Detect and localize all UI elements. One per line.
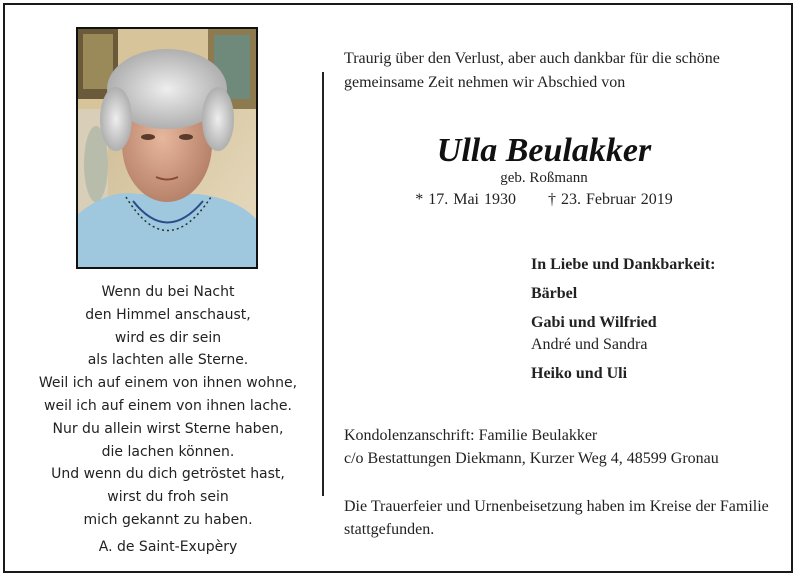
family-member-sub: André und Sandra	[531, 336, 648, 353]
poem-line: mich gekannt zu haben.	[83, 511, 253, 528]
condolence-address	[344, 424, 784, 470]
poem-line: die lachen können.	[101, 443, 235, 460]
birth-name: geb. Roßmann	[500, 170, 588, 186]
poem-line: Und wenn du dich getröstet hast,	[51, 466, 285, 483]
intro-text: Traurig über den Verlust, aber auch dankbar für die schöne gemeinsame Zeit nehmen wir Abschied von	[344, 50, 720, 91]
poem-line: als lachten alle Sterne.	[87, 352, 249, 369]
condolence-line: Kondolenzanschrift: Familie Beulakker	[344, 427, 598, 444]
portrait-image	[78, 29, 256, 267]
poem-line: weil ich auf einem von ihnen lache.	[44, 397, 292, 414]
poem-author: A. de Saint-Exupèry	[98, 538, 238, 555]
deceased-name: Ulla Beulakker	[436, 132, 652, 169]
life-dates	[344, 191, 744, 209]
poem-line: Wenn du bei Nacht	[101, 284, 235, 300]
poem-line: den Himmel anschaust,	[85, 306, 251, 323]
family-heading: In Liebe und Dankbarkeit:	[531, 256, 716, 273]
birth-date: * 17. Mai 1930	[415, 191, 516, 208]
condolence-line: c/o Bestattungen Diekmann, Kurzer Weg 4, 48599 Gronau	[344, 450, 719, 467]
family-list	[531, 254, 786, 385]
funeral-notice: Die Trauerfeier und Urnenbeisetzung haben im Kreise der Familie stattgefunden.	[344, 498, 769, 538]
death-date: † 23. Februar 2019	[548, 191, 673, 208]
poem-line: wirst du froh sein	[107, 489, 229, 506]
family-member: Gabi und Wilfried	[531, 314, 657, 331]
portrait-photo	[76, 27, 258, 269]
poem-line: Nur du allein wirst Sterne haben,	[52, 420, 284, 437]
family-member: Bärbel	[531, 285, 578, 302]
vertical-divider	[322, 72, 324, 496]
family-member: Heiko und Uli	[531, 365, 628, 382]
poem	[28, 281, 308, 559]
poem-line: Weil ich auf einem von ihnen wohne,	[38, 375, 298, 392]
poem-line: wird es dir sein	[114, 329, 222, 346]
